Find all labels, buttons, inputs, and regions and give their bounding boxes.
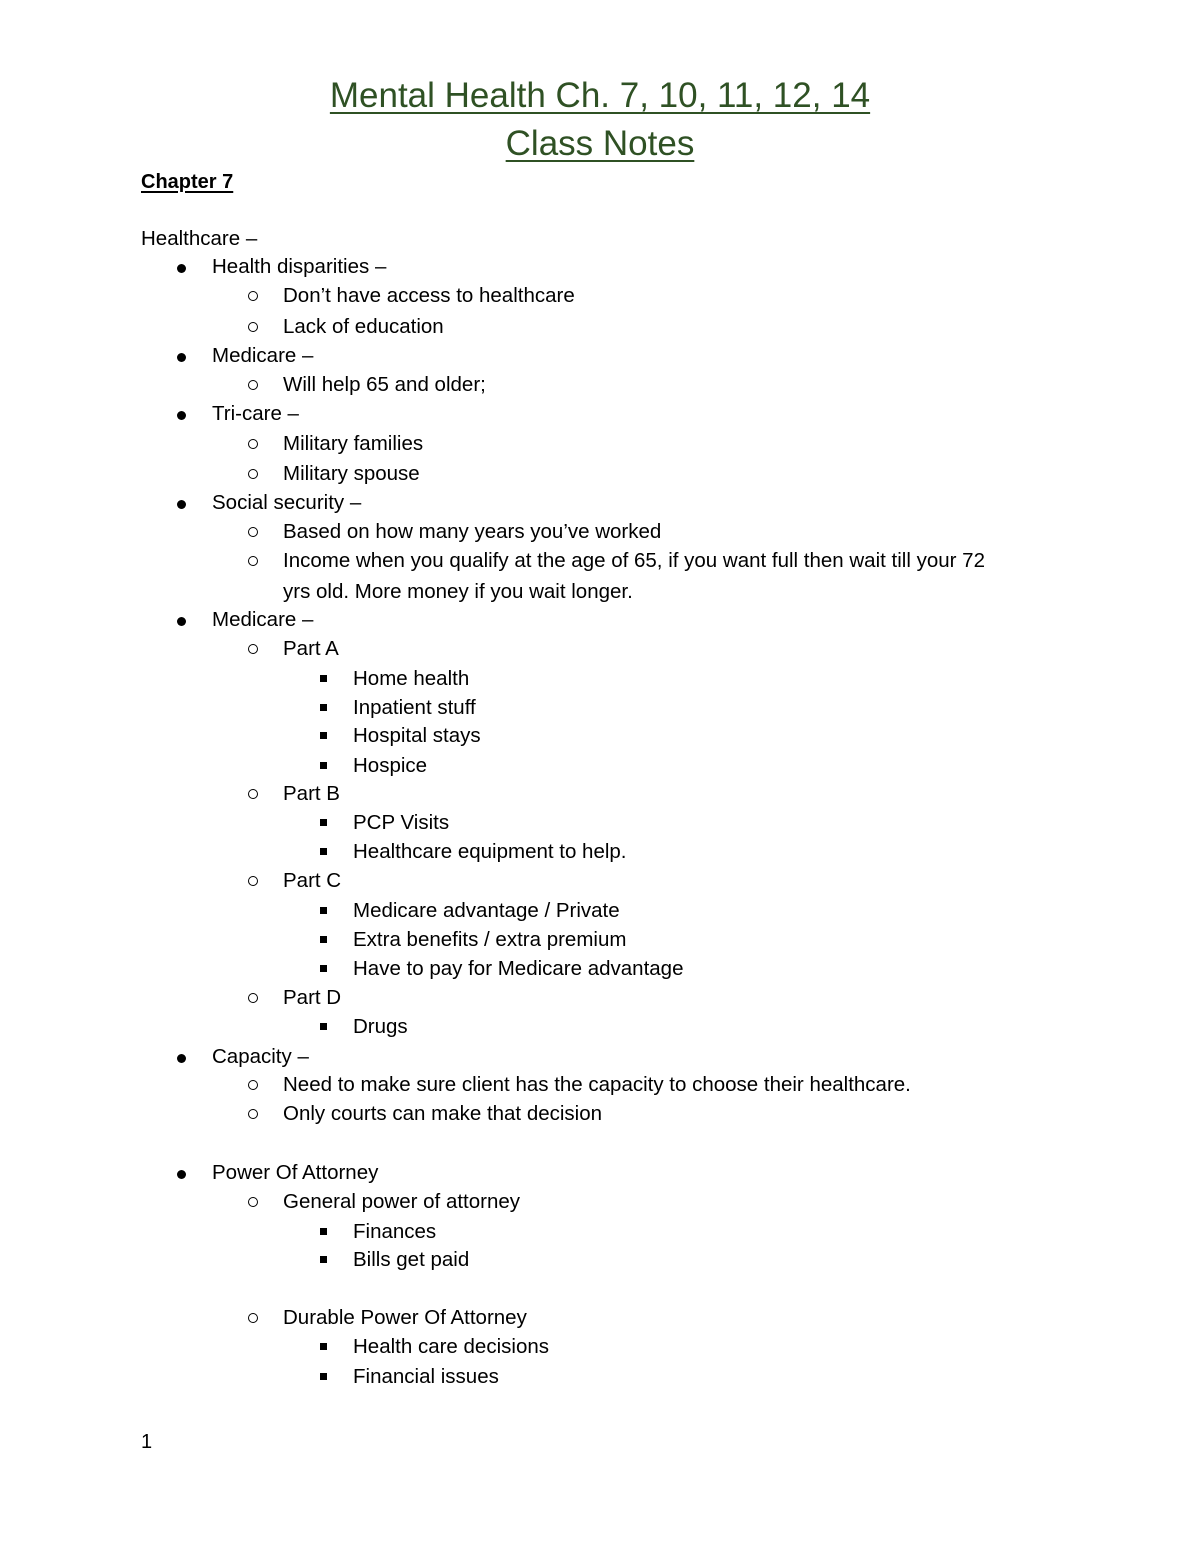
bullet-circle-icon (248, 644, 258, 654)
list-item-text: PCP Visits (353, 811, 450, 834)
bullet-square-icon (320, 907, 327, 914)
list-item (0, 754, 1200, 778)
list-item-text: Only courts can make that decision (283, 1102, 603, 1125)
bullet-circle-icon (248, 469, 258, 479)
list-item (0, 608, 1200, 632)
list-item (0, 782, 1200, 806)
list-item (0, 373, 1200, 397)
list-item (0, 986, 1200, 1010)
list-item (0, 1306, 1200, 1330)
bullet-circle-icon (248, 322, 258, 332)
list-item-text: Income when you qualify at the age of 65, if you want full then wait till your 72 (283, 549, 985, 572)
list-item (0, 284, 1200, 308)
list-item (0, 520, 1200, 544)
bullet-square-icon (320, 732, 327, 739)
bullet-disc-icon (177, 500, 186, 509)
bullet-square-icon (320, 1256, 327, 1263)
bullet-square-icon (320, 1343, 327, 1350)
bullet-disc-icon (177, 617, 186, 626)
list-item-text: Health disparities – (212, 255, 387, 278)
list-item-text: Medicare – (212, 608, 314, 631)
page-number: 1 (141, 1431, 153, 1453)
list-item-text: Part B (283, 782, 340, 805)
bullet-square-icon (320, 1023, 327, 1030)
list-item-text: Hospice (353, 754, 428, 777)
list-item-text: Military families (283, 432, 424, 455)
list-item (0, 1365, 1200, 1389)
list-item (0, 869, 1200, 893)
list-item (0, 1161, 1200, 1185)
bullet-square-icon (320, 965, 327, 972)
list-item-text: Don’t have access to healthcare (283, 284, 575, 307)
list-item-text: Social security – (212, 491, 362, 514)
list-item-text: Have to pay for Medicare advantage (353, 957, 684, 980)
list-item-text: Drugs (353, 1015, 408, 1038)
list-item (0, 840, 1200, 864)
bullet-square-icon (320, 675, 327, 682)
bullet-circle-icon (248, 789, 258, 799)
bullet-square-icon (320, 762, 327, 769)
bullet-disc-icon (177, 411, 186, 420)
list-item-text: Military spouse (283, 462, 420, 485)
section-heading: Healthcare – (141, 227, 258, 250)
list-item (0, 315, 1200, 339)
list-item-text: Durable Power Of Attorney (283, 1306, 527, 1329)
list-item-text: Power Of Attorney (212, 1161, 379, 1184)
list-item-text: Hospital stays (353, 724, 481, 747)
list-item-text: Bills get paid (353, 1248, 470, 1271)
list-item-text: Part A (283, 637, 339, 660)
list-item (0, 1102, 1200, 1126)
bullet-circle-icon (248, 1109, 258, 1119)
list-item (0, 580, 1200, 604)
list-item (0, 696, 1200, 720)
bullet-circle-icon (248, 1197, 258, 1207)
bullet-circle-icon (248, 380, 258, 390)
document-title: Mental Health Ch. 7, 10, 11, 12, 14 (329, 76, 871, 115)
list-item-text: Finances (353, 1220, 437, 1243)
list-item-text: Health care decisions (353, 1335, 549, 1358)
list-item-text: Home health (353, 667, 470, 690)
list-item (0, 899, 1200, 923)
list-item (0, 462, 1200, 486)
bullet-circle-icon (248, 291, 258, 301)
list-item-text: Medicare advantage / Private (353, 899, 620, 922)
list-item-text: Medicare – (212, 344, 314, 367)
bullet-square-icon (320, 848, 327, 855)
list-item-text: Will help 65 and older; (283, 373, 486, 396)
bullet-circle-icon (248, 876, 258, 886)
list-item (0, 957, 1200, 981)
list-item (0, 402, 1200, 426)
list-item-text: Extra benefits / extra premium (353, 928, 627, 951)
bullet-square-icon (320, 819, 327, 826)
bullet-circle-icon (248, 556, 258, 566)
bullet-disc-icon (177, 1054, 186, 1063)
bullet-circle-icon (248, 527, 258, 537)
bullet-square-icon (320, 1373, 327, 1380)
list-item (0, 1190, 1200, 1214)
bullet-disc-icon (177, 264, 186, 273)
list-item (0, 928, 1200, 952)
list-item (0, 432, 1200, 456)
bullet-square-icon (320, 936, 327, 943)
list-item (0, 637, 1200, 661)
list-item-text: Inpatient stuff (353, 696, 476, 719)
list-item (0, 491, 1200, 515)
bullet-circle-icon (248, 993, 258, 1003)
bullet-circle-icon (248, 1313, 258, 1323)
bullet-circle-icon (248, 439, 258, 449)
list-item (0, 344, 1200, 368)
list-item-text: Financial issues (353, 1365, 499, 1388)
list-item (0, 549, 1200, 573)
list-item-text: General power of attorney (283, 1190, 521, 1213)
bullet-disc-icon (177, 1170, 186, 1179)
list-item-text: Part C (283, 869, 342, 892)
list-item (0, 255, 1200, 279)
list-item-text: Tri-care – (212, 402, 299, 425)
list-item (0, 1073, 1200, 1097)
bullet-circle-icon (248, 1080, 258, 1090)
document-subtitle: Class Notes (505, 124, 695, 163)
list-item (0, 1220, 1200, 1244)
list-item-text: Part D (283, 986, 342, 1009)
chapter-heading: Chapter 7 (141, 171, 234, 193)
list-item-text: Lack of education (283, 315, 444, 338)
list-item-text: Based on how many years you’ve worked (283, 520, 662, 543)
list-item (0, 1015, 1200, 1039)
list-item (0, 1248, 1200, 1272)
list-item-text: Capacity – (212, 1045, 309, 1068)
list-item-text: Need to make sure client has the capacity to choose their healthcare. (283, 1073, 911, 1096)
bullet-square-icon (320, 704, 327, 711)
list-item (0, 811, 1200, 835)
list-item-text: yrs old. More money if you wait longer. (283, 580, 633, 603)
list-item-text: Healthcare equipment to help. (353, 840, 627, 863)
bullet-square-icon (320, 1228, 327, 1235)
list-item (0, 1335, 1200, 1359)
list-item (0, 667, 1200, 691)
list-item (0, 724, 1200, 748)
list-item (0, 1045, 1200, 1069)
bullet-disc-icon (177, 353, 186, 362)
